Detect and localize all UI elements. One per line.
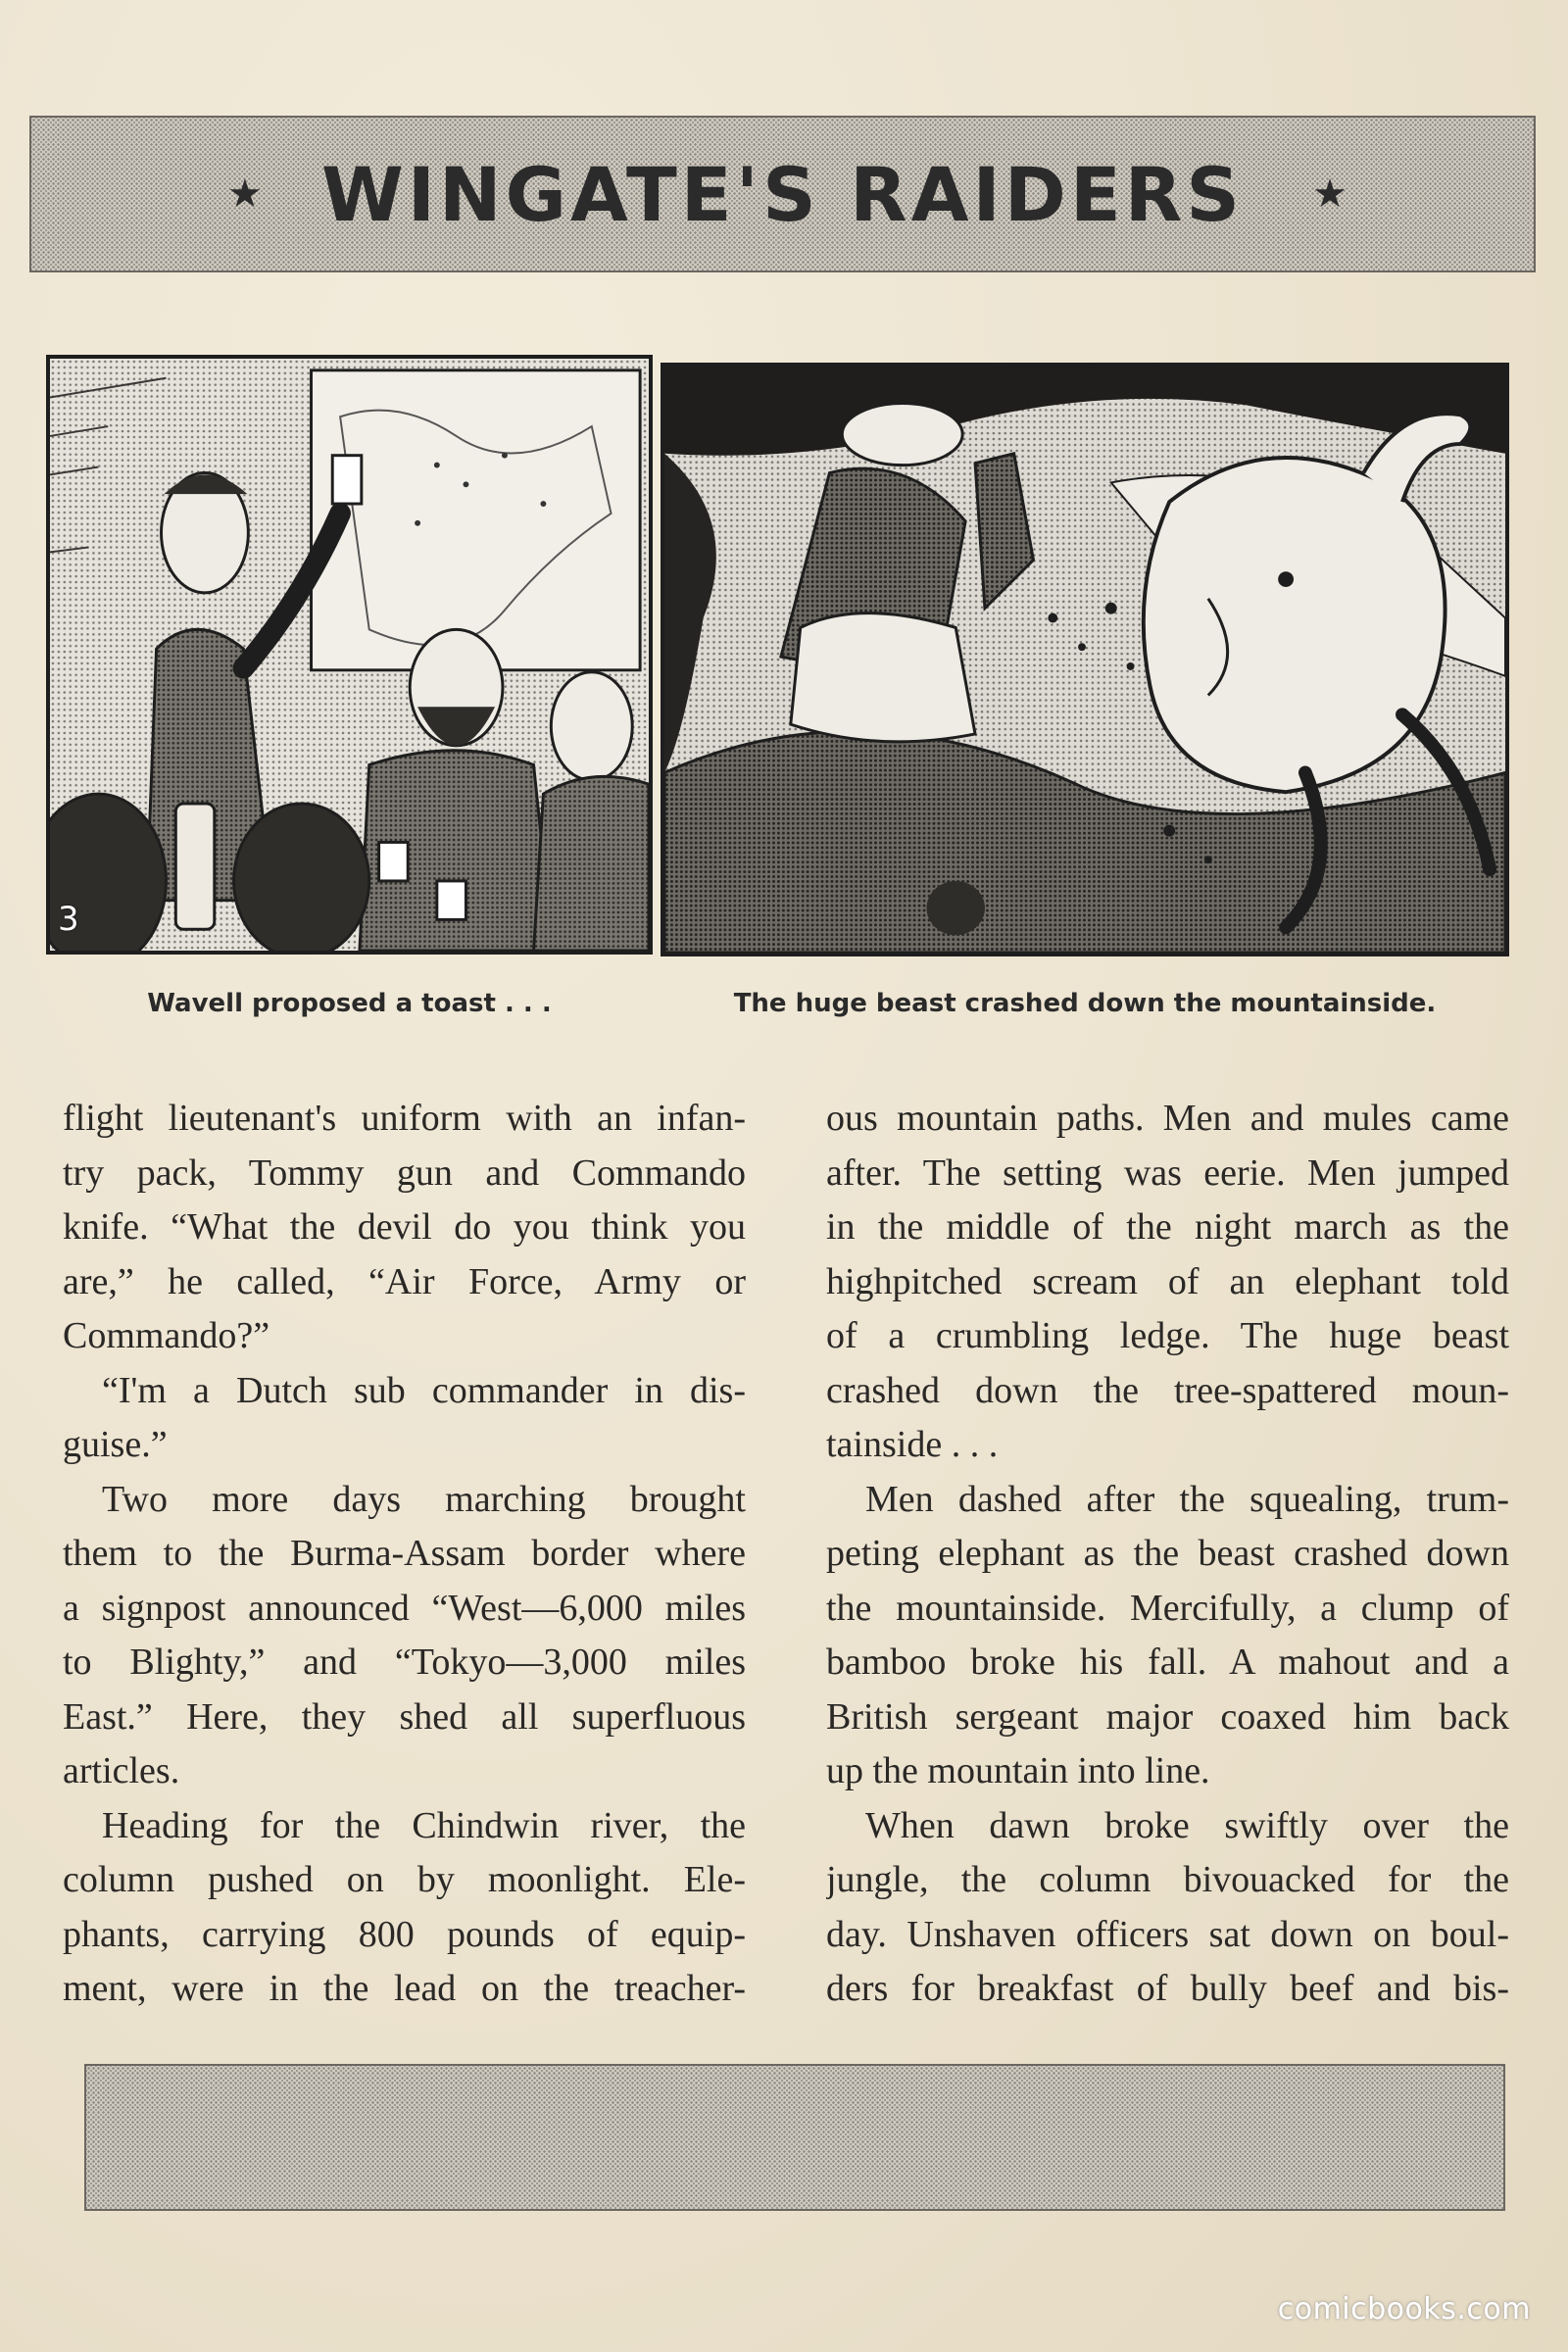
text-line: try pack, Tommy gun and Commando xyxy=(63,1152,746,1194)
text-line: When dawn broke swiftly over the xyxy=(865,1804,1509,1846)
text-line: after. The setting was eerie. Men jumped xyxy=(826,1152,1509,1194)
panel-caption-left: Wavell proposed a toast . . . xyxy=(147,989,552,1018)
footer-banner xyxy=(84,2064,1505,2211)
text-line: the mountainside. Mercifully, a clump of xyxy=(826,1587,1509,1629)
text-line: East.” Here, they shed all superfluous xyxy=(63,1695,746,1738)
text-line: in the middle of the night march as the xyxy=(826,1206,1509,1248)
watermark: comicbooks.com xyxy=(1277,2292,1531,2327)
text-line: guise.” xyxy=(63,1424,168,1465)
text-line: day. Unshaven officers sat down on boul- xyxy=(826,1913,1509,1955)
text-line: British sergeant major coaxed him back xyxy=(826,1695,1509,1738)
text-line: Two more days marching brought xyxy=(102,1478,746,1520)
text-line: articles. xyxy=(63,1750,180,1791)
text-line: ous mountain paths. Men and mules came xyxy=(826,1098,1509,1139)
title-banner xyxy=(29,116,1536,272)
text-line: column pushed on by moonlight. Ele- xyxy=(63,1859,746,1900)
illustration-panel-toast xyxy=(46,355,653,955)
text-line: Commando?” xyxy=(63,1315,270,1356)
text-line: highpitched scream of an elephant told xyxy=(826,1260,1509,1302)
star-icon: ★ xyxy=(227,172,263,217)
text-line: Heading for the Chindwin river, the xyxy=(102,1804,746,1846)
text-line: ment, were in the lead on the treacher- xyxy=(63,1968,746,2009)
text-line: them to the Burma-Assam border where xyxy=(63,1533,746,1574)
text-line: bamboo broke his fall. A mahout and a xyxy=(826,1642,1509,1683)
text-line: jungle, the column bivouacked for the xyxy=(826,1859,1509,1900)
text-line: tainside . . . xyxy=(826,1424,999,1465)
panel-caption-right: The huge beast crashed down the mountainside. xyxy=(733,989,1437,1018)
toast-illustration xyxy=(50,359,649,951)
text-line: Men dashed after the squealing, trum- xyxy=(865,1478,1509,1520)
text-line: crashed down the tree-spattered moun- xyxy=(826,1369,1509,1411)
text-line: a signpost announced “West—6,000 miles xyxy=(63,1587,746,1629)
body-column-right xyxy=(826,1092,1509,2017)
text-line: flight lieutenant's uniform with an infan- xyxy=(63,1098,746,1139)
panel-number: 3 xyxy=(58,900,79,939)
text-line: up the mountain into line. xyxy=(826,1750,1210,1791)
text-line: to Blighty,” and “Tokyo—3,000 miles xyxy=(63,1642,746,1683)
illustration-panel-elephant xyxy=(661,363,1509,956)
text-line: are,” he called, “Air Force, Army or xyxy=(63,1260,746,1302)
star-icon: ★ xyxy=(1312,172,1348,217)
text-line: ders for breakfast of bully beef and bis- xyxy=(826,1968,1509,2009)
body-column-left xyxy=(63,1092,746,2017)
text-line: phants, carrying 800 pounds of equip- xyxy=(63,1913,746,1955)
text-line: of a crumbling ledge. The huge beast xyxy=(826,1315,1509,1356)
text-line: knife. “What the devil do you think you xyxy=(63,1206,746,1248)
text-line: “I'm a Dutch sub commander in dis- xyxy=(102,1369,746,1411)
elephant-illustration xyxy=(664,367,1505,953)
page-title: WINGATE'S RAIDERS xyxy=(320,150,1245,238)
text-line: peting elephant as the beast crashed down xyxy=(826,1533,1509,1574)
